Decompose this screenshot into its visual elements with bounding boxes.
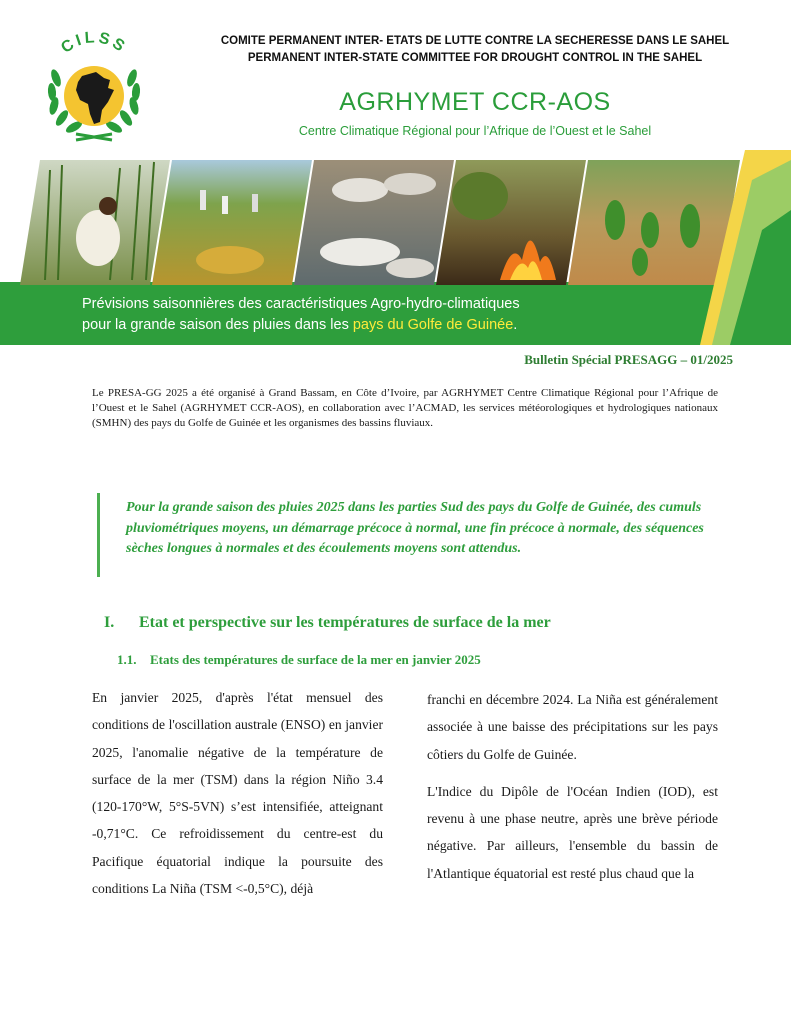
cilss-logo xyxy=(34,28,154,146)
photo-bush-fire xyxy=(436,160,586,285)
subsection-number: 1.1. xyxy=(117,652,137,667)
org-subtitle: Centre Climatique Régional pour l’Afrique de l’Ouest et le Sahel xyxy=(298,124,652,138)
banner-line-2 xyxy=(82,315,602,336)
header-line-en: PERMANENT INTER-STATE COMMITTEE FOR DROUGHT CONTROL IN THE SAHEL xyxy=(247,52,703,64)
banner-line-1: Prévisions saisonnières des caractéristiques Agro-hydro-climatiques xyxy=(82,296,520,312)
banner-line-2-prefix: pour la grande saison des pluies dans les xyxy=(82,317,353,333)
body-paragraph-left: En janvier 2025, d'après l'état mensuel des conditions de l'oscillation australe (ENSO) en janvier 2025, l'anomalie négative de la température de surface de la mer (TSM) dans la région Niño 3.4 (120-170°W, 5°S-5VN) s’est intensifiée, atteignant -0,71°C. Ce refroidissement du centre-est du Pacifique équatorial indique la poursuite des conditions La Niña (TSM <-0,5°C), déjà xyxy=(92,690,383,897)
svg-text:CILSS xyxy=(58,29,130,57)
body-column-left xyxy=(92,684,383,902)
body-paragraph-right-1: franchi en décembre 2024. La Niña est généralement associée à une baisse des précipitations sur les pays côtiers du Golfe de Guinée. xyxy=(427,692,718,762)
org-name: AGRHYMET CCR-AOS xyxy=(339,88,611,116)
logo-text: CILSS xyxy=(58,29,130,57)
body-column-right xyxy=(427,686,718,887)
photo-farmer-harvest xyxy=(20,160,170,285)
section-number: I. xyxy=(104,614,115,631)
section-title: Etat et perspective sur les températures de surface de la mer xyxy=(139,614,551,631)
banner-line-2-suffix: . xyxy=(513,317,518,333)
body-paragraph-right-2: L'Indice du Dipôle de l'Océan Indien (IOD), est revenu à une phase neutre, après une brève période négative. Par ailleurs, l'ensemble du bassin de l'Atlantique équatorial est resté plus chaud que la xyxy=(427,783,718,881)
photo-flooded-field xyxy=(568,160,740,285)
bulletin-label: Bulletin Spécial PRESAGG – 01/2025 xyxy=(524,352,733,367)
highlight-text: Pour la grande saison des pluies 2025 dans les parties Sud des pays du Golfe de Guinée, des cumuls pluviométriques moyens, un démarrage précoce à normal, une fin précoce à normale, des séquences sèches longues à normales et des écoulements moyens sont attendus. xyxy=(126,500,704,556)
banner-highlight: pays du Golfe de Guinée xyxy=(352,317,514,333)
header-line-fr: COMITE PERMANENT INTER- ETATS DE LUTTE CONTRE LA SECHERESSE DANS LE SAHEL xyxy=(220,35,730,47)
photo-field-workers xyxy=(152,160,312,285)
subsection-title: Etats des températures de surface de la mer en janvier 2025 xyxy=(150,652,481,667)
banner-title xyxy=(82,294,602,336)
photo-cattle-drinking xyxy=(294,160,454,285)
intro-paragraph: Le PRESA-GG 2025 a été organisé à Grand Bassam, en Côte d’Ivoire, par AGRHYMET Centre Climatique Régional pour l’Afrique de l’Ouest et le Sahel (AGRHYMET CCR-AOS), en collaboration avec l’ACMAD, les services météorologiques et hydrologiques nationaux (SMHN) des pays du Golfe de Guinée et les organismes des bassins fluviaux. xyxy=(92,387,718,429)
